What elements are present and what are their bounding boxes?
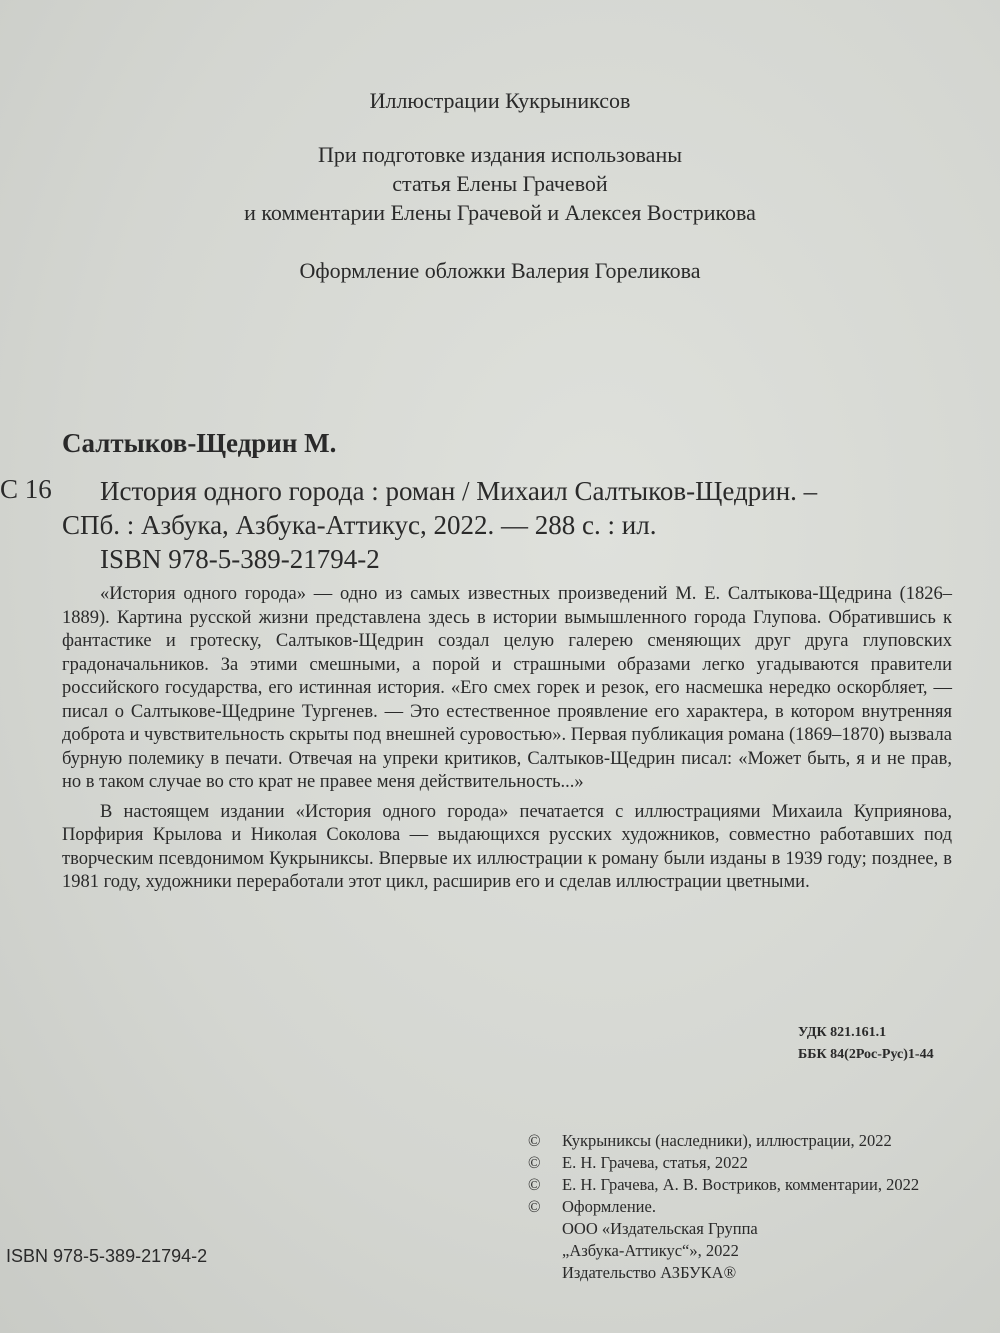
copyright-symbol: © xyxy=(528,1197,541,1216)
copyright-entry xyxy=(528,1196,919,1218)
classification-codes xyxy=(798,1022,934,1066)
copyright-symbol: © xyxy=(528,1175,541,1194)
illustrations-credit xyxy=(0,86,1000,115)
preparation-credit xyxy=(0,140,1000,227)
illustrations-credit-text: Иллюстрации Кукрыниксов xyxy=(369,88,631,113)
copyright-entry-text: Е. Н. Грачева, А. В. Востриков, комментарии, 2022 xyxy=(562,1175,920,1194)
copyright-entry-text: Е. Н. Грачева, статья, 2022 xyxy=(562,1153,748,1172)
copyright-entry xyxy=(528,1174,919,1196)
bibliographic-record xyxy=(62,474,962,576)
cover-credit xyxy=(0,256,1000,285)
preparation-line-3: и комментарии Елены Грачевой и Алексея Вострикова xyxy=(244,200,756,225)
abstract xyxy=(62,583,952,901)
copyright-entry-text: Оформление. xyxy=(562,1197,656,1216)
copyright-entry xyxy=(528,1152,919,1174)
publisher-line-1: ООО «Издательская Группа xyxy=(562,1219,758,1238)
udk-code: УДК 821.161.1 xyxy=(798,1025,887,1040)
copyright-block xyxy=(528,1130,919,1284)
bbk-code: ББК 84(2Рос-Рус)1-44 xyxy=(798,1047,934,1062)
copyright-entry xyxy=(528,1130,919,1152)
catalog-code: С 16 xyxy=(0,474,52,504)
copyright-entry-text: Кукрыниксы (наследники), иллюстрации, 2022 xyxy=(562,1131,892,1150)
copyright-symbol: © xyxy=(528,1131,541,1150)
catalog-author: Салтыков-Щедрин М. xyxy=(62,428,337,458)
abstract-paragraph-2: В настоящем издании «История одного города» печатается с иллюстрациями Михаила Куприянова, Порфирия Крылова и Николая Соколова — выдающихся русских художников, совместно работавших под творческим псевдонимом Кукрыниксы. Впервые их иллюстрации к роману были изданы в 1939 году; позднее, в 1981 году, художники переработали этот цикл, расширив его и сделав иллюстрации цветными. xyxy=(62,801,952,892)
preparation-line-2: статья Елены Грачевой xyxy=(392,171,608,196)
preparation-line-1: При подготовке издания использованы xyxy=(318,142,682,167)
biblio-line-imprint: СПб. : Азбука, Азбука-Аттикус, 2022. — 288 с. : ил. xyxy=(62,510,657,540)
biblio-line-isbn: ISBN 978-5-389-21794-2 xyxy=(100,544,380,574)
copyright-symbol: © xyxy=(528,1153,541,1172)
publisher-line-3: Издательство АЗБУКА® xyxy=(562,1263,737,1282)
abstract-paragraph-1: «История одного города» — одно из самых известных произведений М. Е. Салтыкова-Щедрина (1826–1889). Картина русской жизни представлена здесь в истории вымышленного города Глупова. Обратившись к фантастике и гротеску, Салтыков-Щедрин создал целую галерею сменяющих друг друга глуповских градоначальников. За этими смешными, а порой и страшными образами легко угадываются правители российского государства, его истинная история. «Его смех горек и резок, его насмешка нередко оскорбляет, — писал о Салтыкове-Щедрине Тургенев. — Это естественное проявление его характера, в котором внутренняя доброта и чувствительность скрыты под внешней суровостью». Первая публикация романа (1869–1870) вызвала бурную полемику в печати. Отвечая на упреки критиков, Салтыков-Щедрин писал: «Может быть, я и не прав, но в таком случае во сто крат не правее меня действительность...» xyxy=(62,584,952,792)
biblio-line-title: История одного города : роман / Михаил Салтыков-Щедрин. – xyxy=(100,476,818,506)
cover-credit-text: Оформление обложки Валерия Гореликова xyxy=(299,258,701,283)
publisher-line-2: „Азбука-Аттикус“», 2022 xyxy=(562,1241,739,1260)
isbn-footer: ISBN 978-5-389-21794-2 xyxy=(6,1246,208,1266)
